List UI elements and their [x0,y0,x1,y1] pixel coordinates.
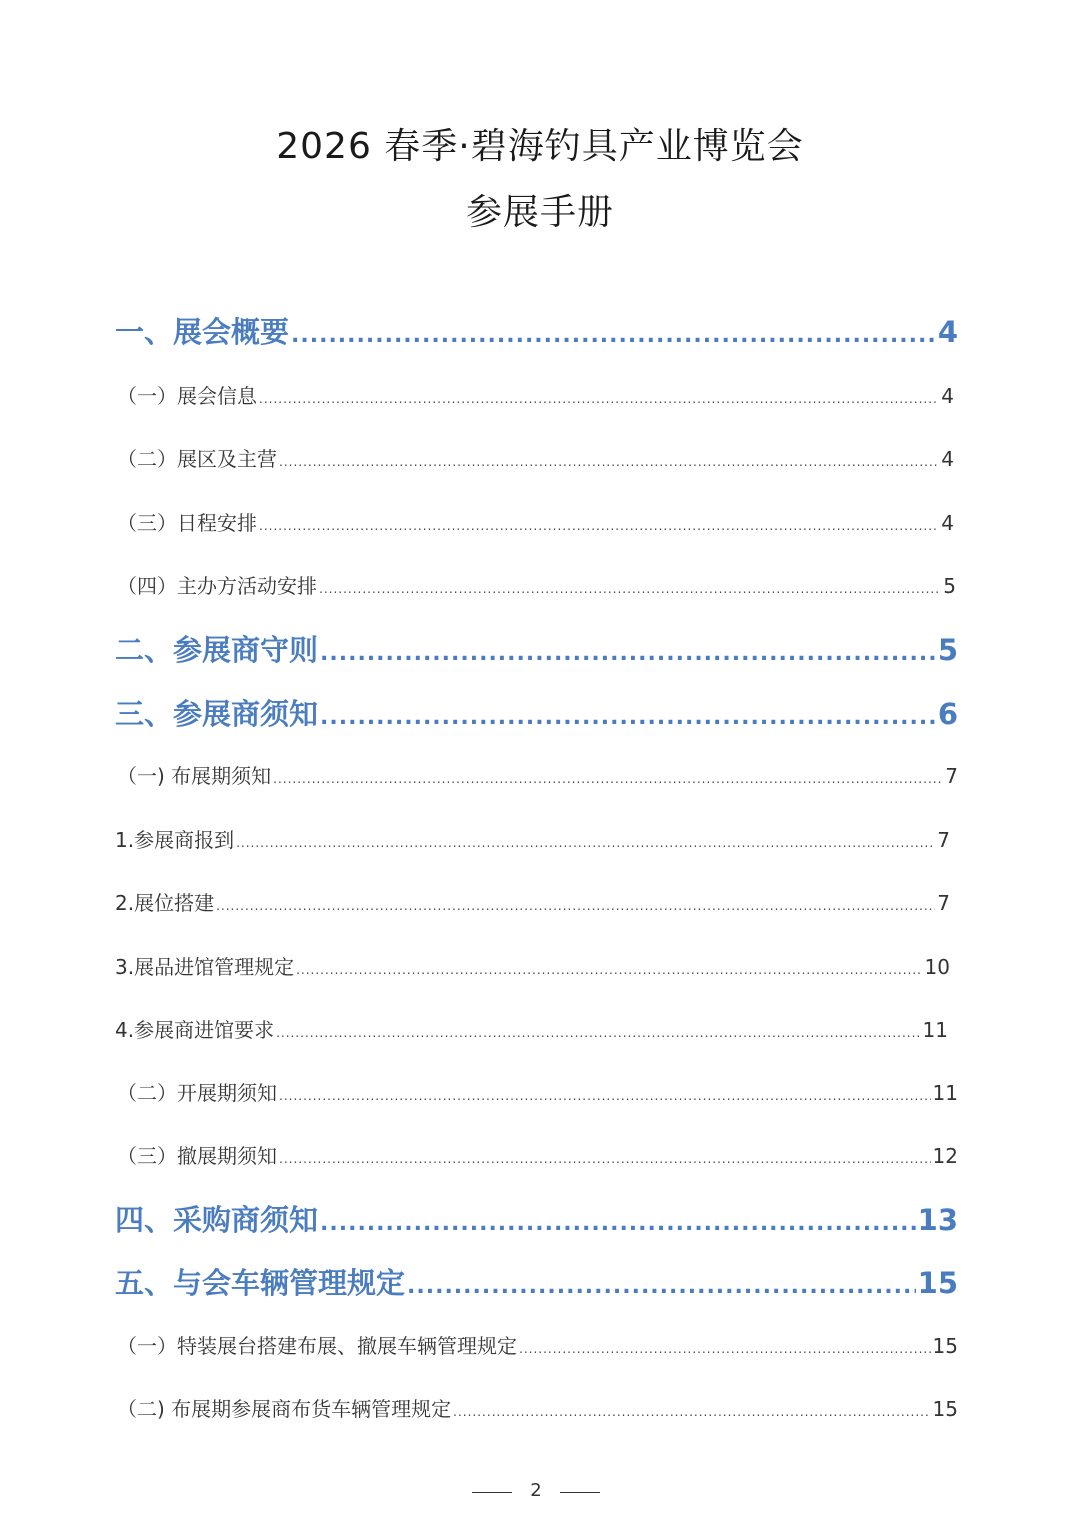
toc-entry-page: 10 [924,955,950,979]
toc-entry-level2[interactable] [117,1393,958,1423]
toc-entry-label: 一、展会概要 [115,315,290,349]
toc-entry-page: 5 [937,633,958,667]
toc-entry-label: （三）撤展期须知 [117,1144,277,1168]
toc-leader-dots [296,963,922,977]
toc-leader-dots [259,519,939,533]
toc-leader-dots [320,705,936,730]
page-number: 2 [530,1480,542,1501]
page-footer [0,1480,1080,1504]
toc-leader-dots [279,1089,931,1103]
document-title: 2026 春季·碧海钓具产业博览会 [276,126,804,167]
toc-entry-page: 15 [917,1266,958,1300]
toc-entry-label: 三、参展商须知 [115,697,319,731]
toc-entry-page: 4 [937,315,958,349]
toc-leader-dots [320,641,936,666]
toc-leader-dots [216,899,935,913]
toc-entry-level1[interactable] [115,1198,958,1238]
toc-entry-level2[interactable] [117,1330,958,1360]
toc-entry-label: （四）主办方活动安排 [117,574,317,598]
toc-leader-dots [407,1274,916,1299]
toc-entry-page: 5 [943,574,956,598]
toc-entry-level3[interactable] [115,1014,948,1044]
toc-leader-dots [259,392,939,406]
toc-leader-dots [319,582,941,596]
footer-rule-right [560,1492,600,1493]
toc-entry-label: 3.展品进馆管理规定 [115,955,295,979]
toc-entry-label: （二）展区及主营 [117,447,277,471]
toc-entry-page: 4 [941,511,954,535]
toc-entry-label: （二) 布展期参展商布货车辆管理规定 [117,1397,452,1421]
toc-leader-dots [519,1342,931,1356]
toc-entry-label: 五、与会车辆管理规定 [115,1266,406,1300]
toc-entry-level2[interactable] [117,507,954,537]
toc-entry-label: 2.展位搭建 [115,891,215,915]
toc-entry-page: 12 [932,1144,958,1168]
toc-entry-page: 6 [937,697,958,731]
toc-leader-dots [291,323,936,348]
toc-leader-dots [276,1026,920,1040]
toc-entry-label: （三）日程安排 [117,511,257,535]
toc-entry-level2[interactable] [117,570,956,600]
toc-entry-label: 1.参展商报到 [115,828,235,852]
toc-entry-page: 4 [941,384,954,408]
toc-leader-dots [279,455,939,469]
toc-entry-page: 4 [941,447,954,471]
toc-entry-page: 7 [937,828,950,852]
toc-entry-page: 15 [932,1397,958,1421]
toc-leader-dots [320,1211,916,1236]
toc-entry-level2[interactable] [117,1140,958,1170]
toc-entry-level3[interactable] [115,824,950,854]
toc-leader-dots [453,1405,930,1419]
toc-entry-page: 11 [922,1018,948,1042]
document-subtitle: 参展手册 [465,192,614,233]
toc-entry-level2[interactable] [117,443,954,473]
toc-entry-label: 二、参展商守则 [115,633,319,667]
toc-entry-page: 13 [917,1203,958,1237]
toc-entry-page: 11 [932,1081,958,1105]
toc-leader-dots [279,1152,931,1166]
toc-entry-level1[interactable] [115,1261,958,1301]
toc-entry-level1[interactable] [115,628,958,668]
toc-entry-label: 4.参展商进馆要求 [115,1018,275,1042]
toc-entry-label: （一) 布展期须知 [117,764,272,788]
footer-rule-left [472,1492,512,1493]
toc-entry-level3[interactable] [115,951,950,981]
toc-entry-level2[interactable] [117,760,958,790]
toc-entry-label: （一）展会信息 [117,384,257,408]
toc-entry-page: 7 [937,891,950,915]
toc-leader-dots [273,772,943,786]
toc-entry-label: （一）特装展台搭建布展、撤展车辆管理规定 [117,1334,517,1358]
toc-entry-level2[interactable] [117,1077,958,1107]
toc-entry-page: 15 [932,1334,958,1358]
toc-entry-level1[interactable] [115,692,958,732]
toc-entry-level1[interactable] [115,310,958,350]
toc-leader-dots [236,836,935,850]
toc-entry-label: （二）开展期须知 [117,1081,277,1105]
toc-entry-level2[interactable] [117,380,954,410]
toc-entry-page: 7 [945,764,958,788]
toc-entry-label: 四、采购商须知 [115,1203,319,1237]
toc-entry-level3[interactable] [115,887,950,917]
